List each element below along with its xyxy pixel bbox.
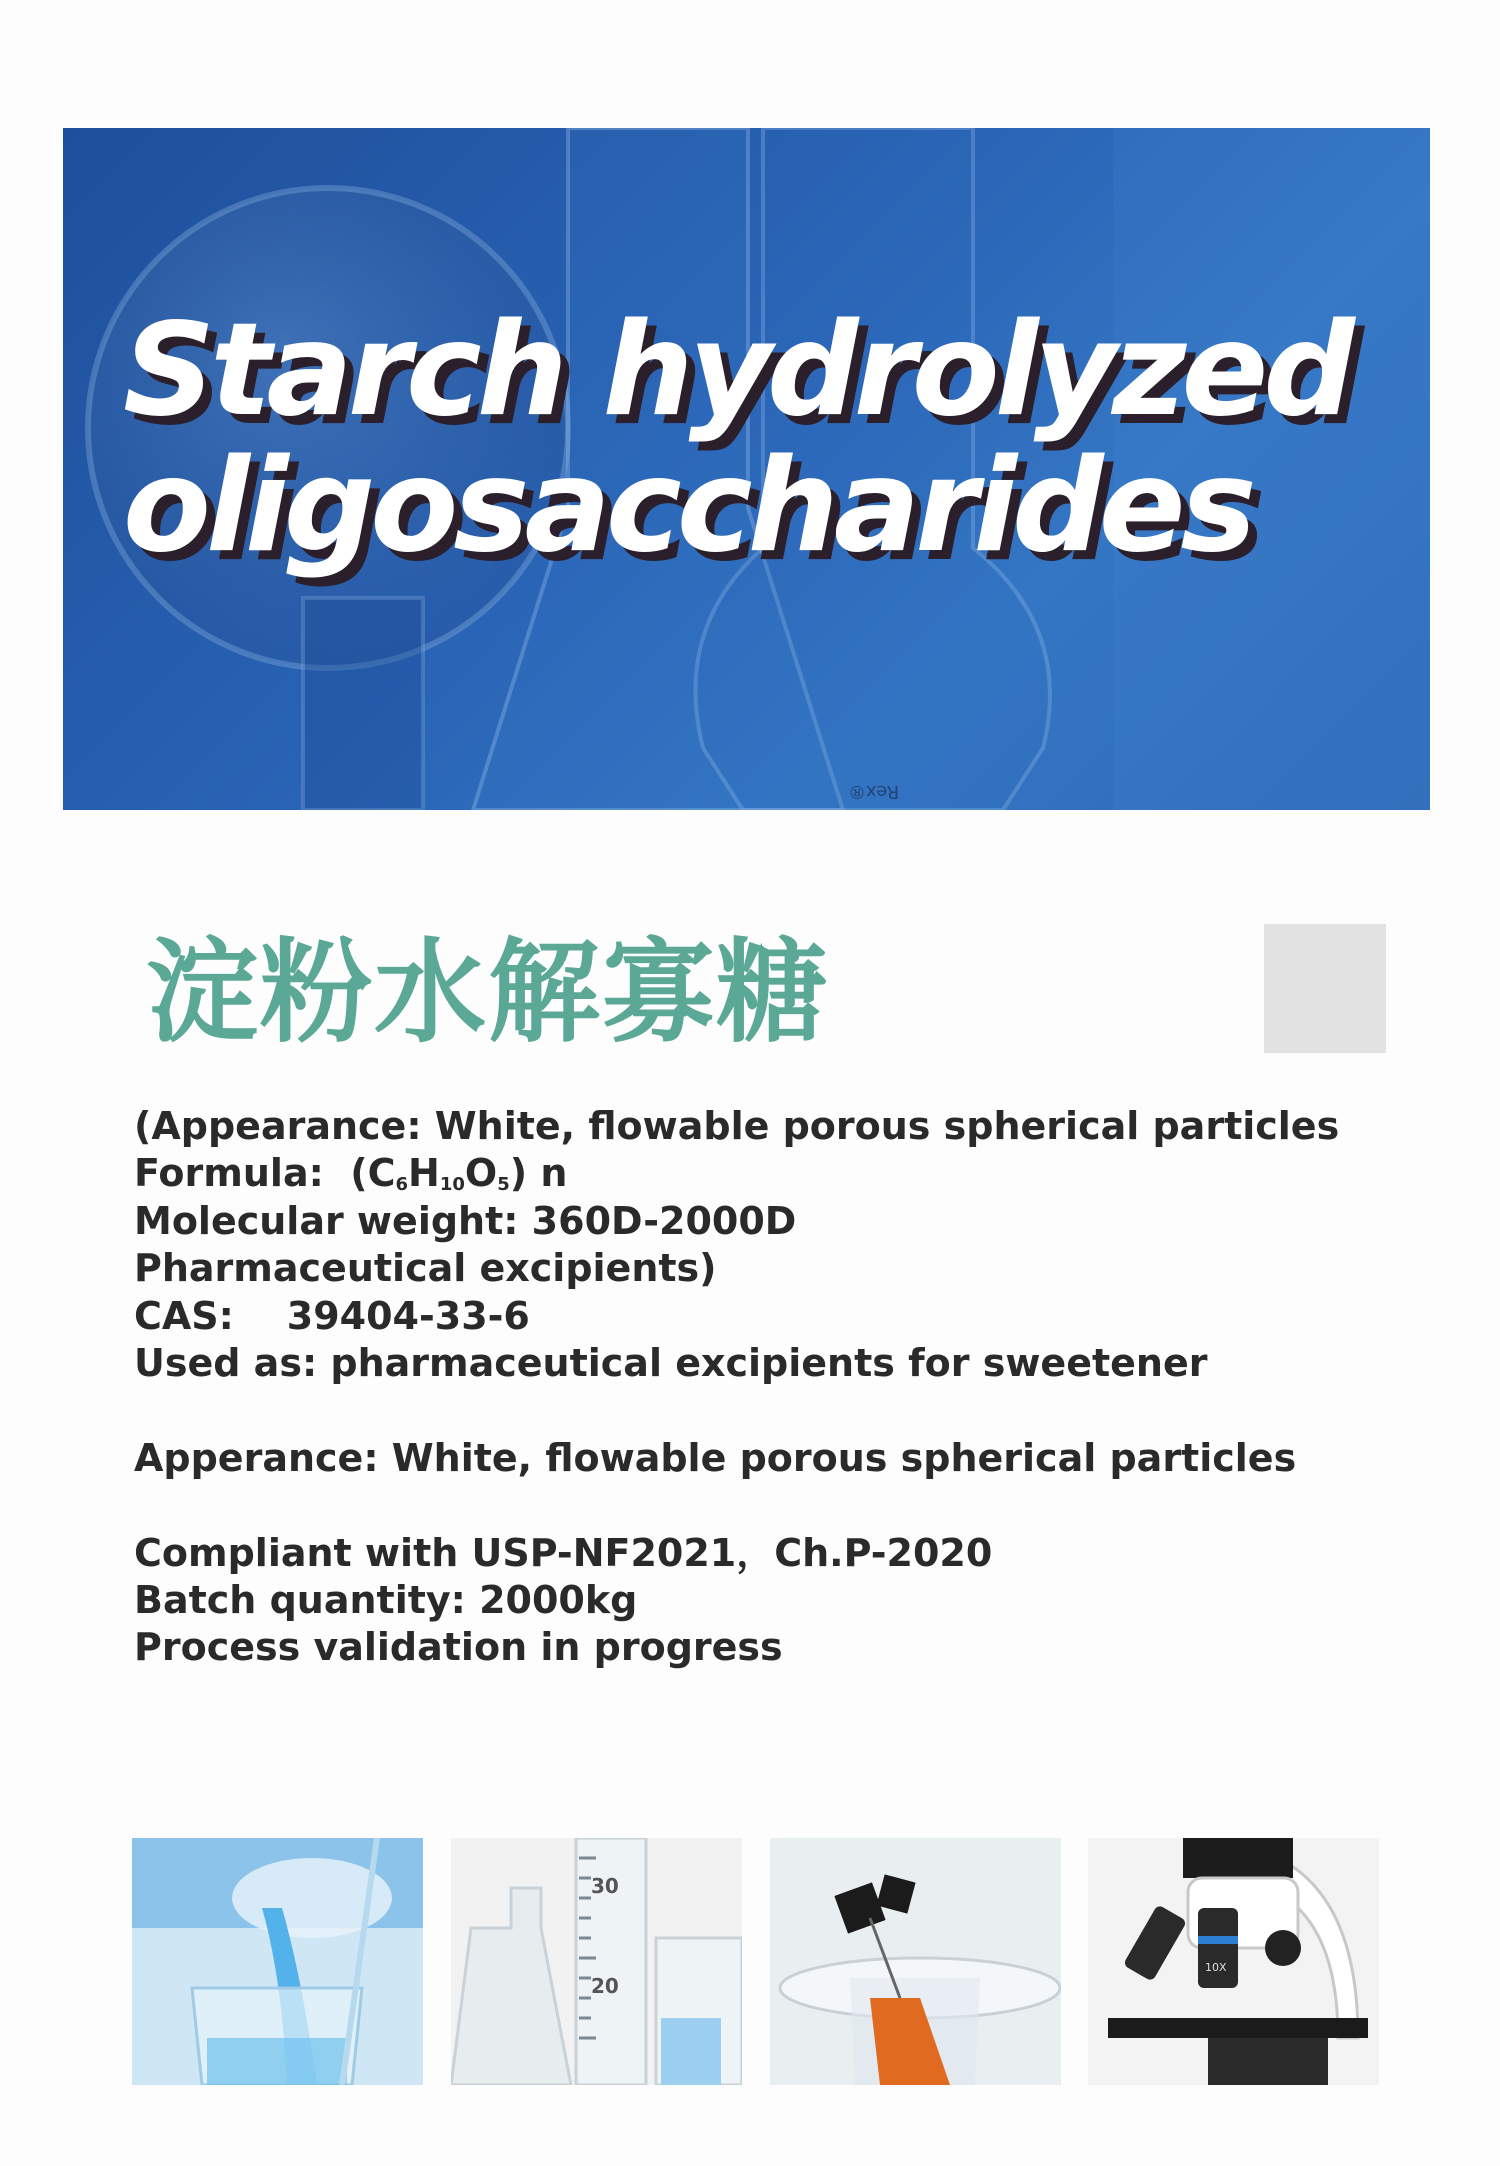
- cas-value: 39404-33-6: [286, 1293, 530, 1338]
- formula-o-sub: 5: [497, 1174, 510, 1196]
- spec-batch: Batch quantity: 2000kg: [134, 1577, 638, 1622]
- product-name-cn: 淀粉水解寡糖: [146, 928, 830, 1058]
- spec-category: Pharmaceutical excipients): [134, 1246, 717, 1291]
- spec-formula: [134, 1150, 1394, 1197]
- spec-cas: [134, 1293, 1394, 1340]
- formula-o: O: [464, 1151, 498, 1196]
- formula-h: H: [408, 1151, 440, 1196]
- spec-molecular-weight: Molecular weight: 360D-2000D: [134, 1198, 797, 1243]
- spec-appearance: (Appearance: White, flowable porous spherical particles: [134, 1104, 1340, 1148]
- spec-compliant: Compliant with USP-NF2021，Ch.P-2020: [134, 1530, 993, 1575]
- formula-close: ) n: [509, 1151, 568, 1196]
- hero-banner: [63, 128, 1430, 810]
- spec-apperance: Apperance: White, flowable porous spherical particles: [134, 1435, 1297, 1480]
- placeholder-box: [1264, 924, 1386, 1053]
- thumb-orange-solution: [770, 1838, 1061, 2085]
- cylinder-mark-20: 20: [591, 1974, 619, 1998]
- thumb-microscope: [1088, 1838, 1379, 2085]
- spec-block: [134, 1103, 1394, 1672]
- microscope-mark: 10X: [1205, 1961, 1227, 1974]
- cylinder-mark-30: 30: [591, 1874, 619, 1898]
- spec-validation: Process validation in progress: [134, 1625, 783, 1670]
- thumb-graduated-cylinder: [451, 1838, 742, 2085]
- banner-title: [123, 296, 1350, 581]
- banner-title-line1: Starch hydrolyzed: [123, 296, 1350, 445]
- formula-label: Formula:: [134, 1151, 324, 1196]
- formula-c-sub: 6: [395, 1174, 409, 1196]
- formula-c: (C: [350, 1151, 396, 1196]
- cas-label: CAS:: [134, 1293, 234, 1338]
- thumb-pouring-liquid: [132, 1838, 423, 2085]
- formula-h-sub: 10: [439, 1174, 465, 1196]
- banner-title-line2: oligosaccharides: [123, 432, 1252, 581]
- spec-used-as: Used as: pharmaceutical excipients for sweetener: [134, 1340, 1208, 1385]
- glass-brand-mark: Rex®: [848, 781, 900, 802]
